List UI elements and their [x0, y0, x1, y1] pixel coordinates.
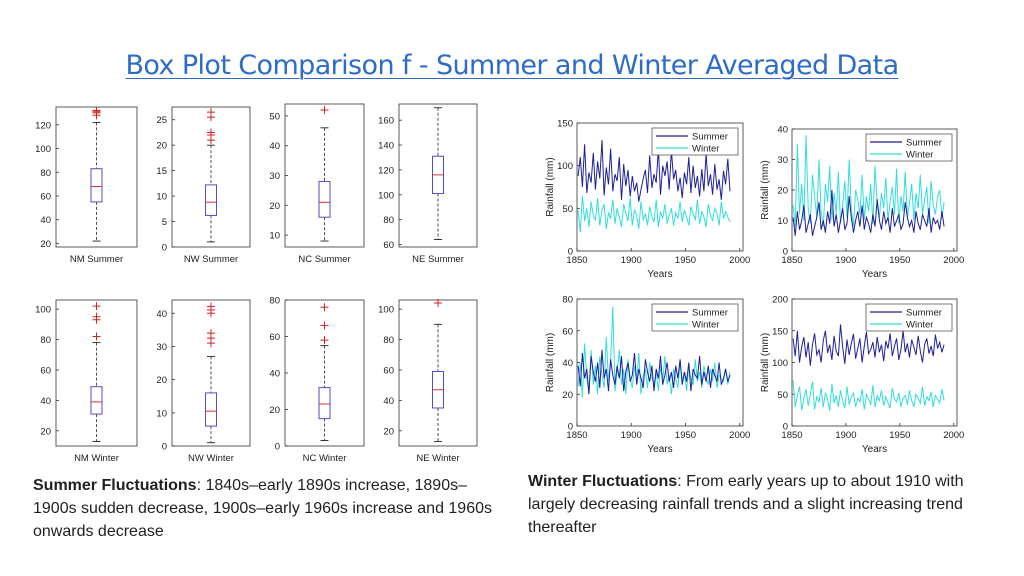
y-tick-label: 80: [40, 335, 51, 347]
y-tick-label: 10: [777, 216, 788, 227]
y-tick-label: 80: [383, 215, 394, 227]
y-tick-label: 40: [156, 308, 167, 320]
y-tick-label: 60: [562, 326, 573, 338]
y-tick-label: 20: [383, 426, 394, 438]
y-tick-label: 80: [562, 294, 573, 306]
x-tick-label: 1900: [620, 430, 642, 441]
winter-caption-text: : From early years up to about 1910 with largely decreasing rainfall trends and a slight increasing trend thereafter: [528, 473, 964, 536]
x-tick-label: 1850: [781, 255, 803, 266]
y-axis-title: Rainfall (mm): [545, 157, 556, 217]
x-tick-label: 1850: [566, 255, 588, 266]
y-tick-label: 0: [274, 441, 280, 453]
y-tick-label: 200: [772, 294, 788, 306]
y-tick-label: 40: [562, 358, 573, 369]
y-tick-label: 120: [35, 120, 51, 132]
y-tick-label: 20: [156, 375, 167, 387]
y-tick-label: 5: [161, 217, 167, 229]
y-tick-label: 0: [161, 242, 167, 254]
y-tick-label: 120: [378, 165, 394, 177]
y-tick-label: 20: [269, 405, 280, 416]
summer-caption-text: : 1840s–early 1890s increase, 1890s–1900s sudden decrease, 1900s–early 1960s increase and 1960s onwards decrease: [33, 477, 492, 540]
page-title: Box Plot Comparison f - Summer and Winter Averaged Data: [125, 50, 899, 81]
y-axis-title: Rainfall (mm): [760, 332, 771, 393]
x-tick-label: 1950: [889, 255, 911, 266]
legend-label: Summer: [906, 137, 942, 149]
y-tick-label: 100: [378, 190, 394, 202]
x-axis-title: Years: [647, 269, 673, 280]
y-tick-label: 40: [383, 395, 394, 407]
y-tick-label: 30: [269, 171, 280, 182]
y-axis-title: Rainfall (mm): [545, 332, 556, 393]
y-tick-label: 10: [156, 408, 167, 420]
x-tick-label: 2000: [943, 430, 965, 441]
y-tick-label: 40: [269, 141, 280, 153]
y-tick-label: 100: [35, 304, 51, 316]
y-tick-label: 10: [269, 230, 280, 242]
legend-label: Summer: [692, 307, 728, 319]
x-tick-label: 1900: [835, 255, 857, 266]
x-tick-label: 1950: [889, 430, 911, 441]
legend-label: Summer: [692, 131, 728, 143]
winter-caption: [528, 470, 998, 539]
y-tick-label: 60: [383, 240, 394, 252]
y-tick-label: 20: [40, 238, 51, 250]
y-tick-label: 40: [40, 215, 51, 227]
y-tick-label: 80: [40, 167, 51, 179]
y-tick-label: 30: [777, 155, 788, 166]
x-tick-label: 2000: [729, 255, 751, 266]
x-axis-title: Years: [861, 269, 888, 280]
y-tick-label: 100: [378, 304, 394, 316]
y-tick-label: 60: [40, 365, 51, 377]
y-tick-label: 40: [40, 395, 51, 407]
y-tick-label: 60: [40, 191, 51, 203]
y-tick-label: 10: [156, 191, 167, 203]
x-axis-label: NC Winter: [302, 453, 347, 464]
y-tick-label: 50: [269, 111, 280, 123]
y-tick-label: 140: [378, 140, 394, 152]
x-tick-label: 2000: [943, 255, 965, 266]
legend-label: Summer: [906, 307, 942, 319]
x-tick-label: 1950: [674, 430, 697, 441]
y-tick-label: 20: [562, 389, 573, 401]
x-axis-title: Years: [647, 444, 673, 455]
y-tick-label: 0: [567, 421, 573, 433]
x-tick-label: 2000: [729, 430, 751, 441]
y-tick-label: 40: [777, 124, 788, 136]
y-tick-label: 150: [557, 118, 573, 130]
x-axis-label: NW Summer: [183, 254, 239, 265]
x-tick-label: 1950: [674, 255, 697, 266]
summer-caption-heading: Summer Fluctuations: [33, 477, 197, 494]
y-tick-label: 0: [567, 246, 573, 258]
y-tick-label: 150: [772, 326, 788, 338]
y-tick-label: 60: [269, 332, 280, 343]
y-tick-label: 30: [156, 341, 167, 353]
x-tick-label: 1850: [781, 430, 803, 441]
legend-label: Winter: [692, 143, 720, 155]
y-tick-label: 15: [156, 166, 167, 178]
y-tick-label: 60: [383, 365, 394, 377]
y-tick-label: 20: [156, 140, 167, 152]
legend-label: Winter: [692, 319, 720, 331]
legend-label: Winter: [906, 319, 934, 331]
summer-caption: [33, 474, 503, 543]
y-tick-label: 50: [777, 389, 788, 401]
y-tick-label: 20: [777, 185, 788, 197]
y-tick-label: 25: [156, 115, 167, 127]
y-tick-label: 0: [782, 246, 788, 258]
y-tick-label: 40: [269, 368, 280, 380]
legend-label: Winter: [906, 149, 934, 161]
y-tick-label: 160: [378, 115, 394, 127]
x-axis-label: NM Winter: [74, 453, 119, 464]
y-tick-label: 80: [383, 335, 394, 347]
x-tick-label: 1900: [835, 430, 857, 441]
y-tick-label: 20: [269, 200, 280, 212]
x-axis-title: Years: [861, 444, 888, 455]
y-tick-label: 20: [40, 426, 51, 438]
y-tick-label: 0: [161, 441, 167, 453]
x-axis-label: NC Summer: [298, 254, 351, 265]
y-axis-title: Rainfall (mm): [760, 160, 771, 220]
y-tick-label: 50: [562, 203, 573, 215]
x-axis-label: NM Summer: [69, 254, 124, 265]
x-axis-label: NE Winter: [416, 453, 460, 464]
x-tick-label: 1900: [620, 255, 642, 266]
winter-caption-heading: Winter Fluctuations: [528, 473, 678, 490]
x-axis-label: NW Winter: [188, 453, 234, 464]
y-tick-label: 100: [772, 358, 788, 369]
x-tick-label: 1850: [566, 430, 588, 441]
y-tick-label: 100: [557, 161, 573, 173]
y-tick-label: 80: [269, 295, 280, 307]
y-tick-label: 0: [782, 421, 788, 433]
x-axis-label: NE Summer: [412, 254, 464, 265]
y-tick-label: 100: [35, 144, 51, 156]
